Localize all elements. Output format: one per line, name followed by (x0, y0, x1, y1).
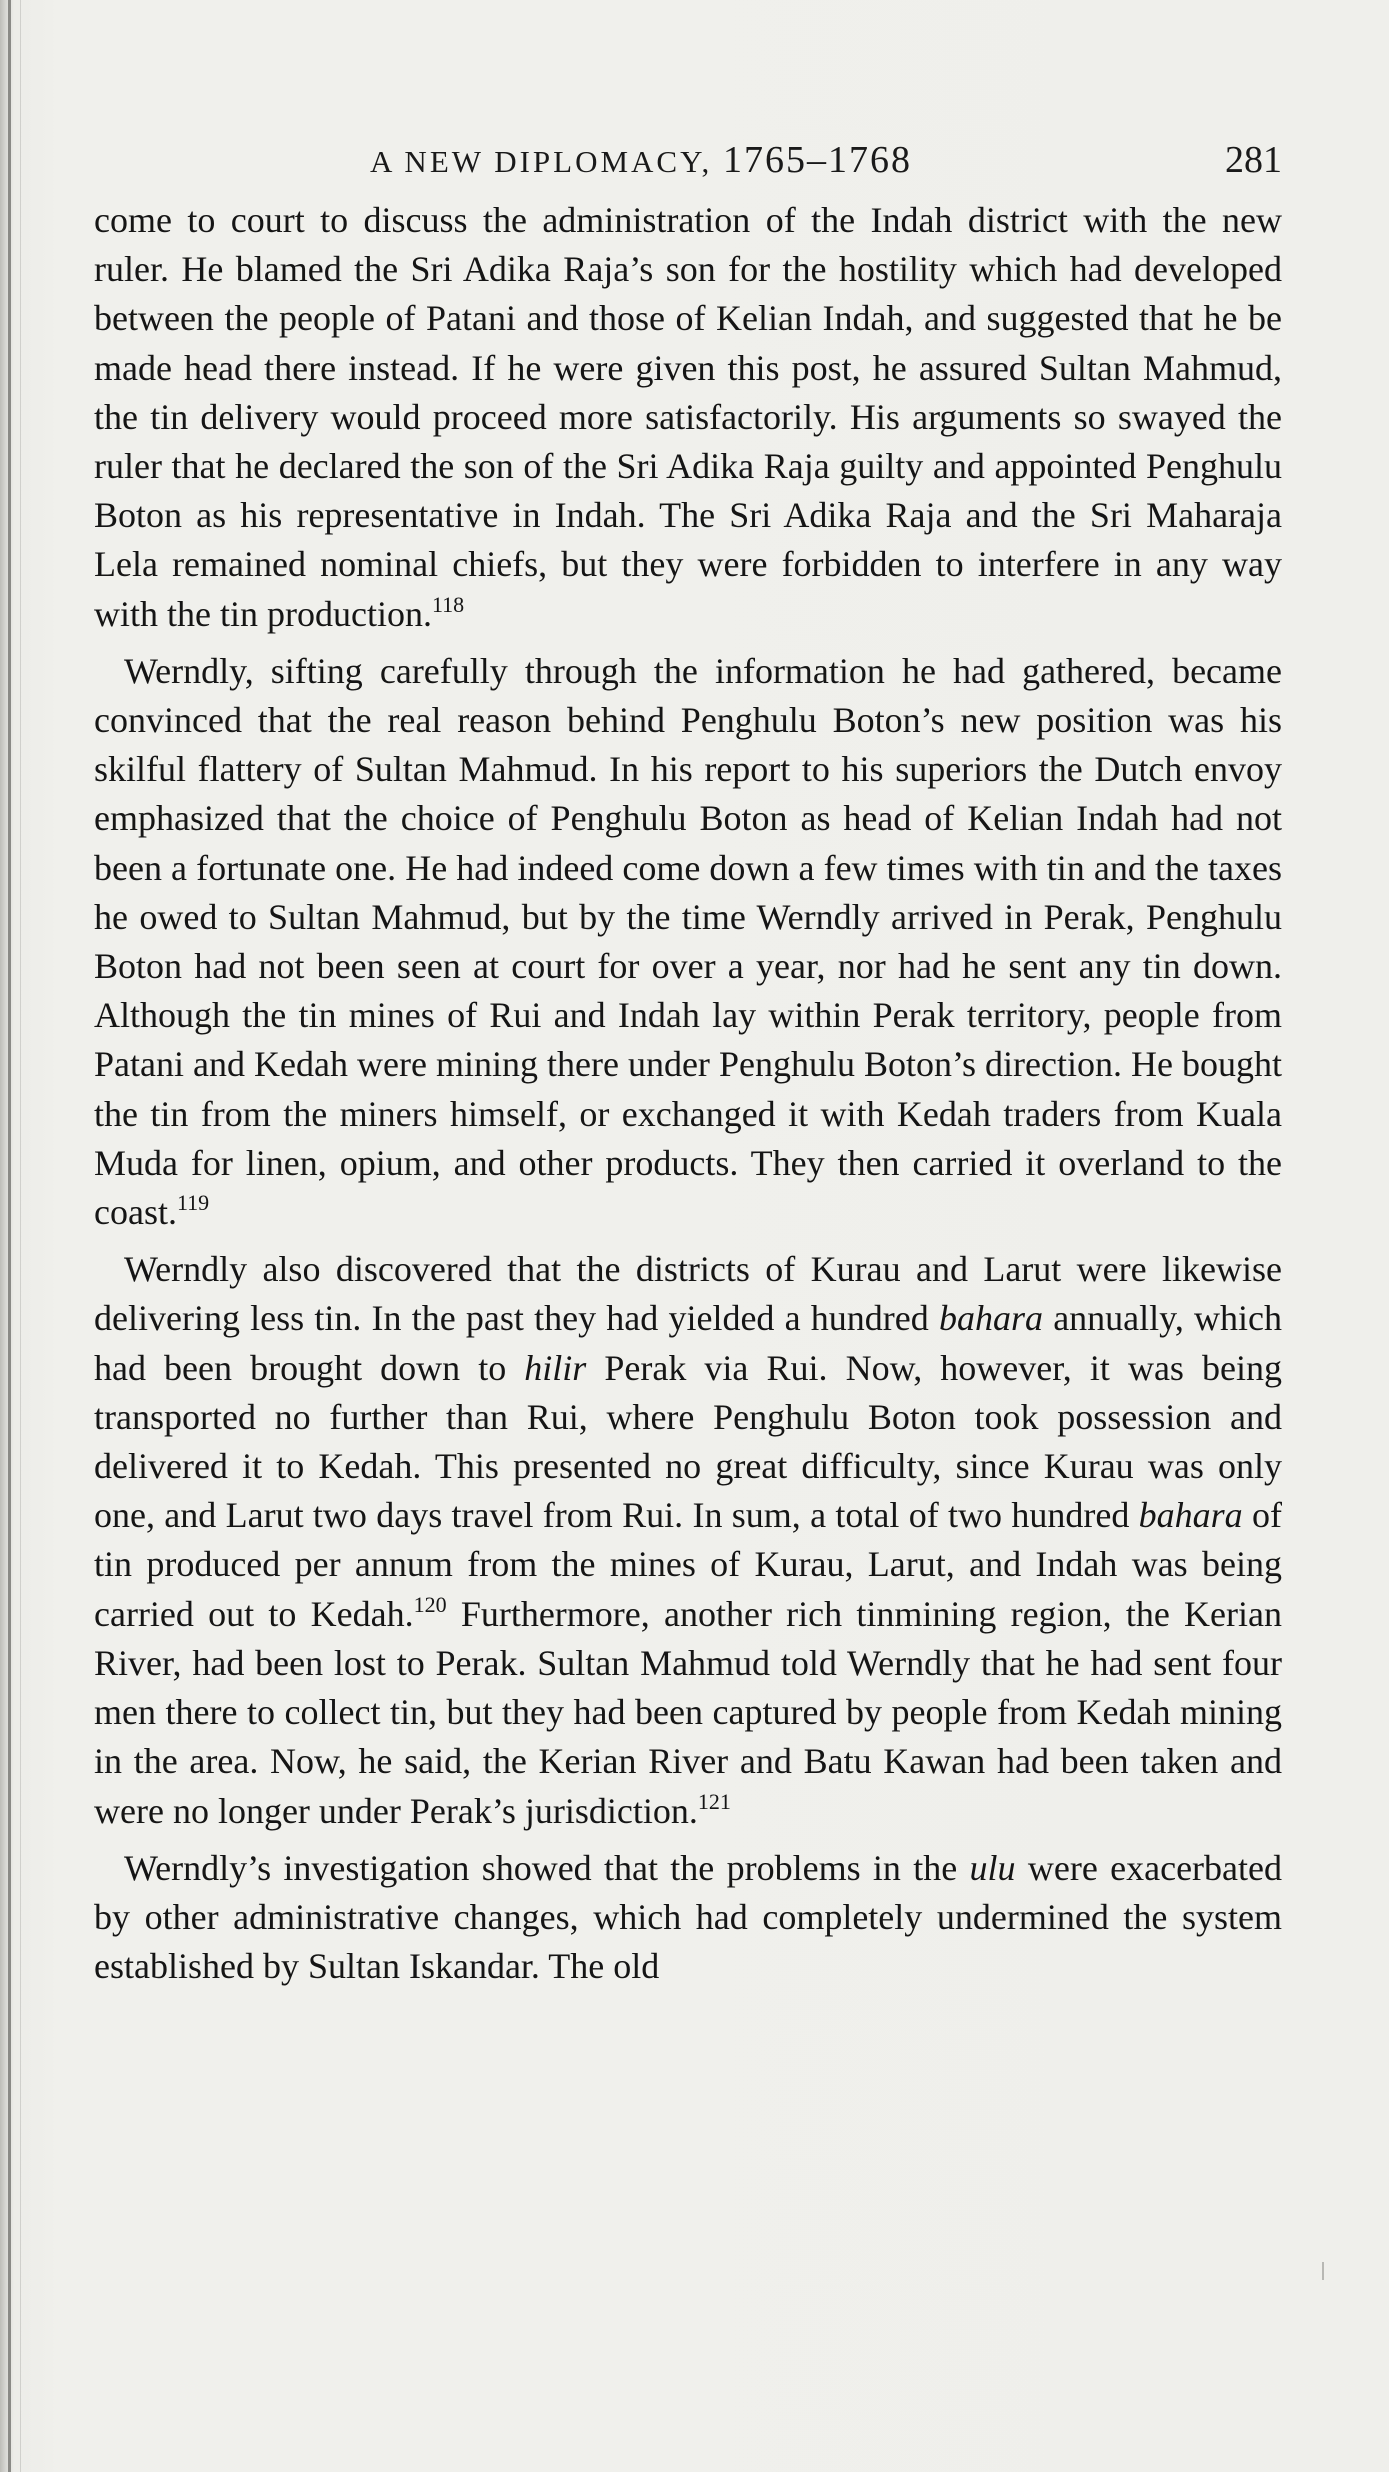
paragraph (94, 1245, 1282, 1835)
running-header (94, 138, 1282, 186)
running-title-years: 1765–1768 (723, 139, 912, 181)
paragraph-text: annually, which had been brought down to (94, 1298, 1283, 1388)
paragraph (94, 196, 1282, 639)
paragraph-text: Furthermore, another rich tinmining region, the Kerian River, had been lost to Perak. Sultan Mahmud told Werndly that he had sent four men there to collect tin, but they had been captured by people from Kedah mining in the area. Now, he said, the Kerian River and Batu Kawan had been taken and were no longer under Perak’s jurisdiction. (94, 1593, 1282, 1831)
page-gutter-edge (20, 0, 21, 2472)
italic-term: bahara (938, 1298, 1043, 1339)
italic-term: hilir (524, 1347, 587, 1388)
paragraph (94, 647, 1282, 1237)
running-title-text: A NEW DIPLOMACY, (370, 144, 723, 179)
paragraph (94, 1844, 1282, 1992)
paragraph-text: Werndly’s investigation showed that the problems in the (124, 1847, 970, 1888)
footnote-ref: 118 (431, 591, 465, 617)
body-text (94, 196, 1282, 1991)
page-number: 281 (1225, 139, 1282, 181)
footnote-ref: 121 (697, 1788, 731, 1814)
paragraph-text: of tin produced per annum from the mines of Kurau, Larut, and Indah was being carried out to Kedah. (94, 1495, 1282, 1634)
footnote-ref: 120 (413, 1591, 447, 1617)
paragraph-text: Perak via Rui. Now, however, it was being transported no further than Rui, where Penghulu Boton took possession and delivered it to Kedah. This presented no great difficulty, since Kurau was only one, and Larut two days travel from Rui. In sum, a total of two hundred (94, 1347, 1282, 1536)
footnote-ref: 119 (176, 1190, 210, 1216)
italic-term: ulu (969, 1847, 1016, 1888)
running-title (370, 138, 912, 182)
scan-speck (1322, 2262, 1324, 2280)
paragraph-text: Werndly also discovered that the districts of Kurau and Larut were likewise delivering less tin. In the past they had yielded a hundred (94, 1249, 1282, 1339)
paragraph-text: Werndly, sifting carefully through the information he had gathered, became convinced that the real reason behind Penghulu Boton’s new position was his skilful flattery of Sultan Mahmud. In his report to his superiors the Dutch envoy emphasized that the choice of Penghulu Boton as head of Kelian Indah had not been a fortunate one. He had indeed come down a few times with tin and the taxes he owed to Sultan Mahmud, but by the time Werndly arrived in Perak, Penghulu Boton had not been seen at court for over a year, nor had he sent any tin down. Although the tin mines of Rui and Indah lay within Perak territory, people from Patani and Kedah were mining there under Penghulu Boton’s direction. He bought the tin from the miners himself, or exchanged it with Kedah traders from Kuala Muda for linen, opium, and other products. They then carried it overland to the coast. (94, 650, 1282, 1233)
page-gutter-shadow (8, 0, 11, 2472)
italic-term: bahara (1138, 1495, 1243, 1536)
paragraph-text: were exacerbated by other administrative changes, which had completely undermined the system established by Sultan Iskandar. The old (94, 1847, 1282, 1987)
paragraph-text: come to court to discuss the administration of the Indah district with the new ruler. He blamed the Sri Adika Raja’s son for the hostility which had developed between the people of Patani and those of Kelian Indah, and suggested that he be made head there instead. If he were given this post, he assured Sultan Mahmud, the tin delivery would proceed more satisfactorily. His arguments so swayed the ruler that he declared the son of the Sri Adika Raja guilty and appointed Penghulu Boton as his representative in Indah. The Sri Adika Raja and the Sri Maharaja Lela remained nominal chiefs, but they were forbidden to interfere in any way with the tin production. (94, 200, 1282, 634)
